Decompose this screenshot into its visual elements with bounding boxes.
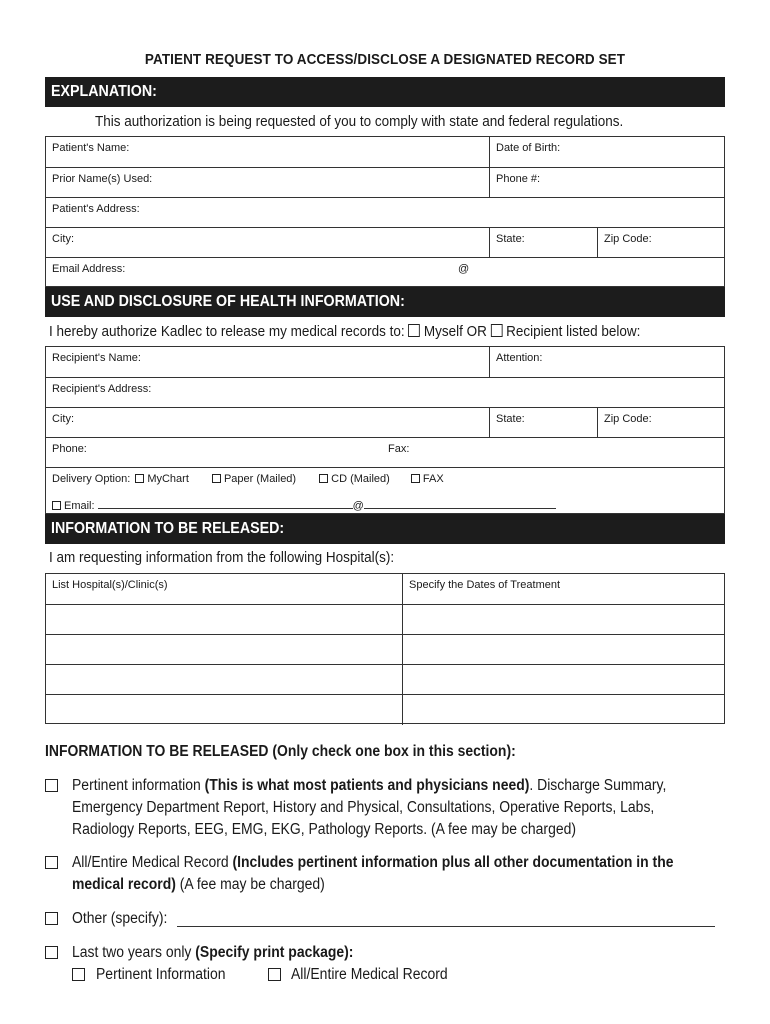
hospital-column-header: List Hospital(s)/Clinic(s) (52, 579, 168, 591)
dob-field[interactable]: Date of Birth: (489, 137, 724, 167)
fax-checkbox[interactable] (411, 474, 420, 483)
cd-label: CD (Mailed) (331, 473, 390, 485)
pertinent-info-checkbox[interactable] (45, 779, 58, 792)
email-field[interactable]: Email Address: (52, 263, 126, 275)
state-field[interactable]: State: (489, 228, 597, 258)
patient-info-grid (45, 136, 725, 287)
city-field[interactable]: City: (52, 233, 74, 245)
delivery-option-label: Delivery Option: (52, 473, 131, 485)
paper-label: Paper (Mailed) (223, 473, 297, 485)
recipient-zip-field[interactable]: Zip Code: (597, 408, 724, 438)
dates-input[interactable] (402, 695, 724, 725)
pertinent-sub-label: Pertinent Information (96, 966, 226, 983)
recipient-name-field[interactable]: Recipient's Name: (52, 352, 141, 364)
email-delivery-row (46, 495, 724, 516)
release-heading: INFORMATION TO BE RELEASED (Only check one box in this section): (45, 743, 516, 760)
paper-checkbox[interactable] (212, 474, 221, 483)
recipient-phone-field[interactable]: Phone: (52, 443, 87, 455)
recipient-fax-field[interactable]: Fax: (388, 443, 410, 455)
other-checkbox[interactable] (45, 912, 58, 925)
recipient-address-field[interactable]: Recipient's Address: (52, 383, 152, 395)
cd-checkbox[interactable] (319, 474, 328, 483)
recipient-checkbox[interactable] (491, 324, 503, 337)
email-at-sign: @ (458, 263, 470, 275)
email-user-line[interactable] (98, 498, 353, 509)
dates-input[interactable] (402, 605, 724, 635)
section-header-explanation: EXPLANATION: (45, 77, 725, 107)
document-title: PATIENT REQUEST TO ACCESS/DISCLOSE A DESIGNATED RECORD SET (144, 52, 626, 68)
recipient-info-grid (45, 346, 725, 514)
entire-sub-label: All/Entire Medical Record (291, 966, 448, 983)
table-row (46, 664, 724, 695)
last-two-years-checkbox[interactable] (45, 946, 58, 959)
prior-names-field[interactable]: Prior Name(s) Used: (52, 173, 153, 185)
hospital-input[interactable] (46, 635, 402, 665)
section-header-use-disclosure: USE AND DISCLOSURE OF HEALTH INFORMATION: (45, 287, 725, 317)
section-header-information: INFORMATION TO BE RELEASED: (45, 514, 725, 544)
mychart-label: MyChart (147, 473, 189, 485)
email-domain-line[interactable] (364, 498, 556, 509)
dates-column-header: Specify the Dates of Treatment (402, 574, 724, 604)
authorize-text: I hereby authorize Kadlec to release my medical records to: (49, 323, 405, 340)
zip-field[interactable]: Zip Code: (597, 228, 724, 258)
dates-input[interactable] (402, 635, 724, 665)
explanation-text: This authorization is being requested of you to comply with state and federal regulations. (95, 113, 624, 130)
entire-sub-checkbox[interactable] (268, 968, 281, 981)
hospital-table (45, 573, 725, 724)
mychart-checkbox[interactable] (135, 474, 144, 483)
pertinent-info-option: Pertinent information (This is what most patients and physicians need). Discharge Summary, Emergency Department Report, History and Physical, Consultations, Operative Reports, Labs, Radiology Reports, EEG, EMG, EKG, Pathology Reports. (A fee may be charged) (72, 777, 667, 838)
patient-name-field[interactable]: Patient's Name: (52, 142, 130, 154)
hospital-input[interactable] (46, 665, 402, 695)
hospital-input[interactable] (46, 695, 402, 725)
entire-record-checkbox[interactable] (45, 856, 58, 869)
email-delivery-label: Email: (64, 500, 95, 512)
pertinent-sub-checkbox[interactable] (72, 968, 85, 981)
recipient-label: Recipient listed below: (506, 323, 641, 340)
attention-field[interactable]: Attention: (489, 347, 724, 377)
table-row (46, 694, 724, 725)
myself-label: Myself OR (423, 323, 487, 340)
email-at-sign: @ (352, 500, 364, 512)
recipient-city-field[interactable]: City: (52, 413, 74, 425)
hospital-request-text: I am requesting information from the following Hospital(s): (49, 549, 395, 566)
email-delivery-checkbox[interactable] (52, 501, 61, 510)
hospital-input[interactable] (46, 605, 402, 635)
table-row (46, 604, 724, 635)
fax-label: FAX (422, 473, 444, 485)
authorize-line (49, 323, 706, 340)
last-two-years-option: Last two years only (Specify print package): (72, 944, 354, 961)
other-option: Other (specify): (72, 910, 168, 927)
patient-address-field[interactable]: Patient's Address: (52, 203, 140, 215)
myself-checkbox[interactable] (408, 324, 420, 337)
phone-field[interactable]: Phone #: (489, 168, 724, 198)
table-row (46, 634, 724, 665)
other-specify-line[interactable] (177, 913, 715, 927)
dates-input[interactable] (402, 665, 724, 695)
recipient-state-field[interactable]: State: (489, 408, 597, 438)
entire-record-option: All/Entire Medical Record (Includes pertinent information plus all other documentation in the medical record) (A fee may be charged) (72, 854, 674, 893)
